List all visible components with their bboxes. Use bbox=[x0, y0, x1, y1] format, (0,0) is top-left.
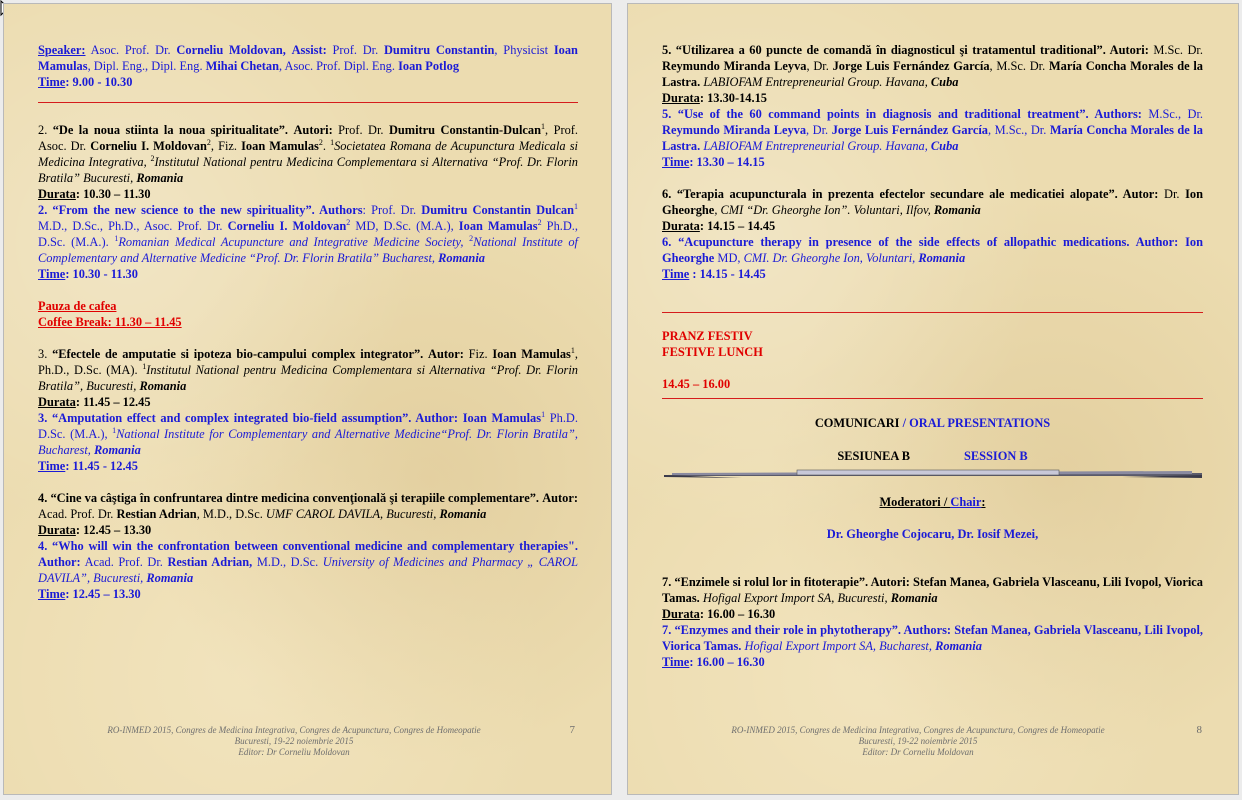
speaker-label: Speaker: bbox=[38, 43, 86, 57]
item-4-ro: 4. “Cine va câştiga în confruntarea dintre medicina convenţională şi terapiile complementare”. Autor: Acad. Prof. Dr. Restian Adrian, M.D., D.Sc. UMF CAROL DAVILA, Bucuresti, Romania bbox=[38, 491, 578, 521]
item-4-en: 4. “Who will win the confrontation between conventional medicine and complementary therapies". Author: Acad. Prof. Dr. Restian Adrian, M.D., D.Sc. University of Medicines and Pharmacy „ CAROL DAVILA”, Bucuresti, Romania bbox=[38, 539, 578, 585]
item-3-time: Time: 11.45 - 12.45 bbox=[38, 459, 138, 473]
item-3-durata: Durata: 11.45 – 12.45 bbox=[38, 395, 151, 409]
item-3-ro: 3. “Efectele de amputatie si ipoteza bio-campului complex integrator”. Autor: Fiz. Ioan Mamulas$^1$, Ph.D., D.Sc. (MA). $^1$Institutul National pentru Medicina Complementara si Alternativa “Prof. Dr. Florin Bratila”, Bucuresti, Romania bbox=[38, 345, 578, 393]
document-page-8 bbox=[627, 3, 1239, 795]
page-number: 8 bbox=[1196, 724, 1202, 736]
item-4-durata: Durata: 12.45 – 13.30 bbox=[38, 523, 152, 537]
item-5-time: Time: 13.30 – 14.15 bbox=[662, 155, 765, 169]
moderators-names: Dr. Gheorghe Cojocaru, Dr. Iosif Mezei, bbox=[826, 527, 1039, 541]
item-7-durata: Durata: 16.00 – 16.30 bbox=[662, 607, 776, 621]
decorative-divider bbox=[662, 466, 1203, 482]
comunicari-heading: COMUNICARI / ORAL PRESENTATIONS bbox=[814, 416, 1051, 430]
item-6-time: Time : 14.15 - 14.45 bbox=[662, 267, 766, 281]
speaker-time: Time: 9.00 - 10.30 bbox=[38, 75, 133, 89]
item-5-en: 5. “Use of the 60 command points in diagnosis and traditional treatment”. Authors: M.Sc., Dr. Reymundo Miranda Leyva, Dr. Jorge Luis Fernández García, M.Sc., Dr. María Concha Morales de la Lastra. LABIOFAM Entrepreneurial Group. Havana, Cuba bbox=[662, 107, 1203, 153]
item-4-time: Time: 12.45 – 13.30 bbox=[38, 587, 141, 601]
item-2-durata: Durata: 10.30 – 11.30 bbox=[38, 187, 151, 201]
item-5-ro: 5. “Utilizarea a 60 puncte de comandă în diagnosticul şi tratamentul traditional”. Autori: M.Sc. Dr. Reymundo Miranda Leyva, Dr. Jorge Luis Fernández García, M.Sc. Dr. María Concha Morales de la Lastra. LABIOFAM Entrepreneurial Group. Havana, Cuba bbox=[662, 43, 1203, 89]
item-5-durata: Durata: 13.30-14.15 bbox=[662, 91, 767, 105]
item-7-time: Time: 16.00 – 16.30 bbox=[662, 655, 765, 669]
session-heading: SESIUNEA B SESSION B bbox=[837, 449, 1028, 463]
page-footer: RO-INMED 2015, Congres de Medicina Integrativa, Congres de Acupunctura, Congres de Homeopatie Bucuresti, 19-22 noiembrie 2015 Editor: Dr Corneliu Moldovan bbox=[731, 725, 1105, 757]
item-7-ro: 7. “Enzimele si rolul lor in fitoterapie”. Autori: Stefan Manea, Gabriela Vlasceanu, Lili Ivopol, Viorica Tamas. Hofigal Export Import SA, Bucuresti, Romania bbox=[662, 575, 1203, 605]
festive-lunch: PRANZ FESTIV FESTIVE LUNCH 14.45 – 16.00 bbox=[662, 329, 763, 391]
item-7-en: 7. “Enzymes and their role in phytotherapy”. Authors: Stefan Manea, Gabriela Vlasceanu, Lili Ivopol, Viorica Tamas. Hofigal Export Import SA, Bucharest, Romania bbox=[662, 623, 1203, 653]
item-6-durata: Durata: 14.15 – 14.45 bbox=[662, 219, 776, 233]
speaker-block: Speaker: Asoc. Prof. Dr. Corneliu Moldovan, Assist: Prof. Dr. Dumitru Constantin, Physicist Ioan Mamulas, Dipl. Eng., Dipl. Eng. Mihai Chetan, Asoc. Prof. Dipl. Eng. Ioan Potlog bbox=[38, 43, 578, 73]
assist-label: Assist: bbox=[291, 43, 327, 57]
item-2-ro: 2. “De la noua stiinta la noua spiritualitate”. Autori: Prof. Dr. Dumitru Constantin-Dulcan$^1$, Prof. Asoc. Dr. Corneliu I. Moldovan$^2$, Fiz. Ioan Mamulas$^2$. $^1$Societatea Romana de Acupunctura Medicala si Medicina Integrativa, $^2$Institutul National pentru Medicina Complementara si Alternativa “Prof. Dr. Florin Bratila” Bucuresti, Romania bbox=[38, 121, 578, 185]
item-6-ro: 6. “Terapia acupuncturala in prezenta efectelor secundare ale medicatiei alopate”. Autor: Dr. Ion Gheorghe, CMI “Dr. Gheorghe Ion”. Voluntari, Ilfov, Romania bbox=[662, 187, 1203, 217]
page-content bbox=[662, 42, 1203, 670]
item-2-time: Time: 10.30 - 11.30 bbox=[38, 267, 138, 281]
page-number: 7 bbox=[569, 724, 575, 736]
page-footer: RO-INMED 2015, Congres de Medicina Integrativa, Congres de Acupunctura, Congres de Homeopatie Bucuresti, 19-22 noiembrie 2015 Editor: Dr Corneliu Moldovan bbox=[107, 725, 481, 757]
page-content bbox=[38, 42, 578, 602]
item-6-en: 6. “Acupuncture therapy in presence of the side effects of allopathic medications. Author: Ion Gheorghe MD, CMI. Dr. Gheorghe Ion, Voluntari, Romania bbox=[662, 235, 1203, 265]
coffee-break: Pauza de cafea Coffee Break: 11.30 – 11.45 bbox=[38, 299, 182, 329]
moderators-heading: Moderatori / Chair: bbox=[879, 495, 986, 509]
item-3-en: 3. “Amputation effect and complex integrated bio-field assumption”. Author: Ioan Mamulas$^1$ Ph.D. D.Sc. (M.A.), $^1$National Institute for Complementary and Alternative Medicine“Prof. Dr. Florin Bratila”, Bucharest, Romania bbox=[38, 409, 578, 457]
document-page-7 bbox=[3, 3, 612, 795]
item-2-en: 2. “From the new science to the new spirituality”. Authors: Prof. Dr. Dumitru Constantin Dulcan$^1$ M.D., D.Sc., Ph.D., Asoc. Prof. Dr. Corneliu I. Moldovan$^2$ MD, D.Sc. (M.A.), Ioan Mamulas$^2$ Ph.D., D.Sc. (M.A.). $^1$Romanian Medical Acupuncture and Integrative Medicine Society, $^2$National Institute of Complementary and Alternative Medicine “Prof. Dr. Florin Bratila” Bucharest, Romania bbox=[38, 201, 579, 265]
